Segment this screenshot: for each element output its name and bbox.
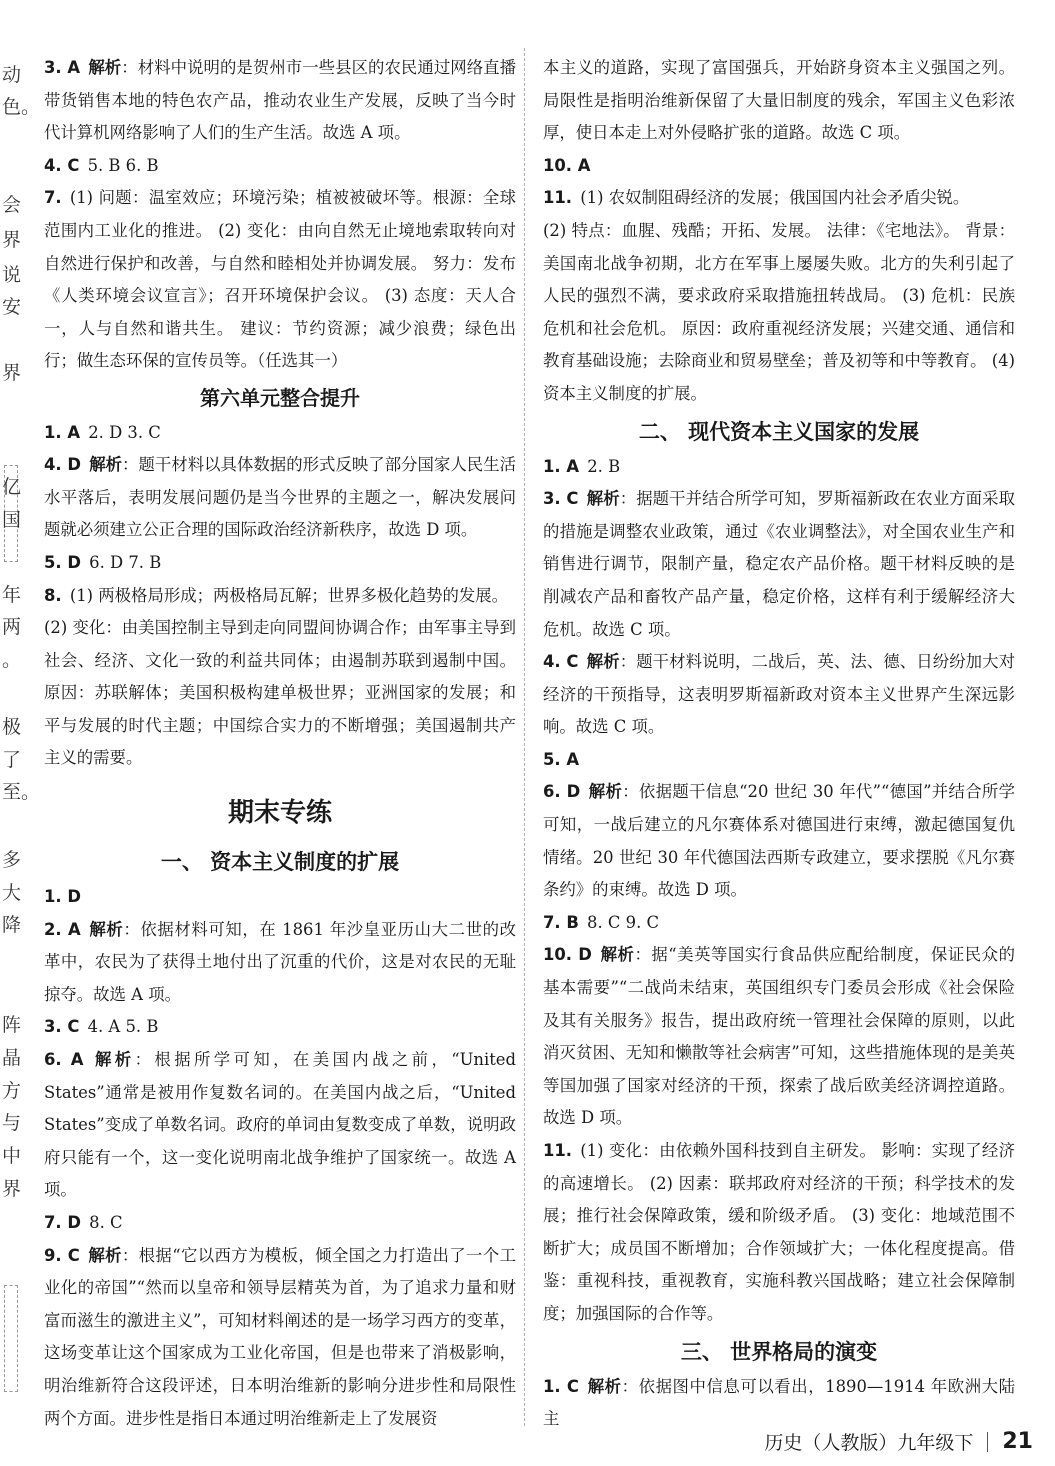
margin-char: 阵 [2, 1014, 22, 1036]
answer-item: 6. A 解析：根据所学可知，在美国内战之前，“United States”通常是被用作复数名词的。在美国内战之后，“United States”变成了单数名词。政府的单词由复数变成了单数，说明政府只能有一个，这一变化说明南北战争维护了国家统一。故选 A 项。 [44, 1050, 516, 1200]
answer-item [543, 907, 1015, 940]
margin-char: 了 [2, 749, 22, 771]
answer-item [44, 547, 516, 580]
answer-item: 4. C 解析：题干材料说明，二战后，英、法、德、日纷纷加大对经济的干预指导，这表明罗斯福新政对资本主义世界产生深远影响。故选 C 项。 [543, 652, 1016, 737]
answer-text: 根据“它以西方为模板，倾全国之力打造出了一个工业化的帝国”“然而以皇帝和领导层精英为首，为了追求力量和财富而滋生的激进主义”，可知材料阐述的是一场学习西方的变革，这场变革让这个国家成为工业化帝国，但是也带来了消极影响，明治维新符合这段评述，日本明治维新的影响分进步性和局限性两个方面。进步性是指日本通过明治维新走上了发展资 [44, 1245, 516, 1428]
answer-number: 1. A [44, 422, 81, 442]
analysis-label: 解析 [91, 1050, 135, 1070]
answer-text: 8. C 9. C [587, 912, 660, 932]
margin-char: 与 [2, 1112, 22, 1134]
margin-char: 中 [2, 1145, 22, 1167]
answer-item [44, 1207, 516, 1240]
margin-char: 界 [2, 1178, 22, 1200]
answer-text: 本主义的道路，实现了富国强兵，开始跻身资本主义强国之列。局限性是指明治维新保留了大量旧制度的残余，军国主义色彩浓厚，使日本走上对外侵略扩张的道路。故选 C 项。 [543, 58, 1015, 143]
answer-number: 7. [44, 188, 62, 208]
answer-text: 根据所学可知，在美国内战之前，“United States”通常是被用作复数名词的。在美国内战之后，“United States”变成了单数名词。政府的单词由复数变成了单数，说明政府只能有一个，这一变化说明南北战争维护了国家统一。故选 A 项。 [44, 1050, 516, 1200]
answer-number: 2. A [44, 919, 81, 939]
analysis-label: 解析 [89, 455, 123, 475]
analysis-label: 解析 [87, 1245, 122, 1265]
section-heading: 二、 现代资本主义国家的发展 [638, 419, 920, 444]
answer-number: 1. D [44, 887, 81, 907]
left-column [44, 52, 516, 1435]
answer-item [543, 744, 1015, 777]
answer-text: 依据材料可知，在 1861 年沙皇亚历山大二世的改革中，农民为了获得土地付出了沉重的代价，这是对农民的无耻掠夺。故选 A 项。 [44, 919, 517, 1004]
footer-separator [987, 1432, 988, 1452]
answer-item [44, 150, 516, 183]
answer-number: 11. [543, 188, 573, 208]
answer-item: 10. D 解析：据“美英等国实行食品供应配给制度，保证民众的基本需要”“二战尚未结束，英国组织专门委员会形成《社会保险及其有关服务》报告，提出政府统一管理社会保障的原则，以此消灭贫困、无知和懒散等社会病害”可知，这些措施体现的是美英等国加强了国家对经济的干预，探索了战后欧美经济调控道路。故选 D 项。 [543, 945, 1015, 1128]
column-divider [524, 48, 525, 1426]
answer-number: 4. C [44, 155, 80, 175]
answer-item [44, 417, 516, 450]
analysis-label: 解析 [586, 489, 620, 509]
answer-item: 1. C 解析：依据图中信息可以看出，1890—1914 年欧洲大陆主 [543, 1376, 1016, 1429]
answer-text: (1) 两极格局形成；两极格局瓦解；世界多极化趋势的发展。 [69, 585, 509, 605]
margin-char: 说 [2, 264, 22, 286]
margin-char: 亿 [2, 476, 22, 498]
margin-char: 多 [2, 849, 22, 871]
answer-number: 5. D [44, 552, 81, 572]
answer-item [44, 881, 516, 914]
right-column [543, 52, 1015, 1436]
answer-text: 题干材料以具体数据的形式反映了部分国家人民生活水平落后，表明发展问题仍是当今世界的主题之一，解决发展问题就必须建立公正合理的国际政治经济新秩序，故选 D 项。 [44, 455, 516, 540]
answer-number: 9. C [44, 1245, 80, 1265]
answer-item: 4. D 解析：题干材料以具体数据的形式反映了部分国家人民生活水平落后，表明发展问题仍是当今世界的主题之一，解决发展问题就必须建立公正合理的国际政治经济新秩序，故选 D 项。 [44, 455, 516, 540]
answer-number: 10. D [543, 945, 592, 965]
answer-item [44, 1011, 516, 1044]
margin-char: 动 [2, 64, 22, 86]
answer-number: 1. C [543, 1376, 579, 1396]
page-number: 21 [1002, 1429, 1033, 1454]
margin-char: 界 [2, 229, 22, 251]
answer-number: 4. D [44, 455, 81, 475]
analysis-label: 解析 [588, 782, 623, 802]
margin-char: 大 [2, 882, 22, 904]
margin-char: 降 [2, 914, 22, 936]
margin-char: 国 [2, 509, 22, 531]
answer-item: 9. C 解析：根据“它以西方为模板，倾全国之力打造出了一个工业化的帝国”“然而以皇帝和领导层精英为首，为了追求力量和财富而滋生的激进主义”，可知材料阐述的是一场学习西方的变革，这场变革让这个国家成为工业化帝国，但是也带来了消极影响，明治维新符合这段评述，日本明治维新的影响分进步性和局限性两个方面。进步性是指日本通过明治维新走上了发展资 [44, 1245, 516, 1428]
answer-number: 4. C [543, 652, 579, 672]
section-heading: 一、 资本主义制度的扩展 [160, 850, 400, 875]
answer-number: 7. D [44, 1213, 81, 1232]
answer-text: (1) 问题：温室效应；环境污染；植被被破坏等。根源：全球范围内工业化的推进。 (2) 变化：由向自然无止境地索取转向对自然进行保护和改善，与自然和睦相处并协调发展。 努力：发布《人类环境会议宣言》；召开环境保护会议。 (3) 态度：天人合一，人与自然和谐共生。 建议：节约资源；减少浪费；绿色出行；做生态环保的宣传员等。（任选其一） [44, 188, 516, 371]
answer-text: 据题干并结合所学可知，罗斯福新政在农业方面采取的措施是调整农业政策，通过《农业调整法》，对全国农业生产和销售进行调节，限制产量，稳定农产品价格。题干材料反映的是削减农产品和畜牧产品产量，稳定价格，这样有利于缓解经济大危机。故选 C 项。 [543, 489, 1016, 639]
answer-number: 10. A [543, 155, 591, 175]
answer-text: 题干材料说明，二战后，英、法、德、日纷纷加大对经济的干预指导，这表明罗斯福新政对资本主义世界产生深远影响。故选 C 项。 [543, 652, 1016, 737]
answer-item [44, 182, 516, 378]
answer-number: 5. A [543, 749, 580, 769]
chapter-title: 期末专练 [227, 798, 332, 829]
analysis-label: 解析 [587, 1376, 622, 1396]
margin-char: 年 [2, 584, 22, 606]
answer-item: 6. D 解析：依据题干信息“20 世纪 30 年代”“德国”并结合所学可知，一战后建立的凡尔赛体系对德国进行束缚，激起德国复仇情绪。20 世纪 30 年代德国法西斯专政建立，要求摆脱《凡尔赛条约》的束缚。故选 D 项。 [543, 782, 1016, 900]
answer-text: 2. B [587, 456, 621, 476]
margin-char: 两 [2, 616, 22, 638]
analysis-label: 解析 [586, 652, 620, 672]
margin-char: 晶 [2, 1047, 22, 1069]
analysis-label: 解析 [88, 58, 122, 77]
margin-char: 色。 [2, 96, 41, 118]
answer-text: 据“美英等国实行食品供应配给制度，保证民众的基本需要”“二战尚未结束，英国组织专门委员会形成《社会保险及其有关服务》报告，提出政府统一管理社会保障的原则，以此消灭贫困、无知和懒散等社会病害”可知，这些措施体现的是美英等国加强了国家对经济的干预，探索了战后欧美经济调控道路。故选 D 项。 [543, 945, 1015, 1128]
margin-char: 。 [2, 649, 22, 671]
answer-number: 7. B [543, 912, 579, 932]
answer-item [543, 451, 1015, 484]
answer-text: (1) 变化：由依赖外国科技到自主研发。 影响：实现了经济的高速增长。 (2) 因素：联邦政府对经济的干预；科学技术的发展；推行社会保障政策，缓和阶级矛盾。 (3) 变化：地域范围不断扩大；成员国不断增加；合作领域扩大；一体化程度提高。借鉴：重视科技，重视教育，实施科教兴国战略；建立社会保障制度；加强国际的合作等。 [543, 1141, 1015, 1323]
answer-number: 11. [543, 1141, 573, 1160]
answer-item [44, 580, 516, 613]
answer-item [543, 52, 1015, 150]
answer-item [44, 612, 516, 775]
left-margin-strip [0, 0, 41, 1420]
answer-text: 8. C [89, 1213, 123, 1232]
margin-char: 方 [2, 1080, 22, 1102]
margin-char: 安 [2, 296, 22, 318]
answer-text: 5. B 6. B [87, 155, 159, 175]
answer-item: 2. A 解析：依据材料可知，在 1861 年沙皇亚历山大二世的改革中，农民为了获得土地付出了沉重的代价，这是对农民的无耻掠夺。故选 A 项。 [44, 919, 517, 1004]
answer-item: 3. C 解析：据题干并结合所学可知，罗斯福新政在农业方面采取的措施是调整农业政策，通过《农业调整法》，对全国农业生产和销售进行调节，限制产量，稳定农产品价格。题干材料反映的是削减农产品和畜牧产品产量，稳定价格，这样有利于缓解经济大危机。故选 C 项。 [543, 489, 1016, 639]
answer-item: 3. A 解析：材料中说明的是贺州市一些县区的农民通过网络直播带货销售本地的特色农产品，推动农业生产发展，反映了当今时代计算机网络影响了人们的生产生活。故选 A 项。 [44, 58, 517, 143]
margin-char: 会 [2, 194, 22, 216]
analysis-label: 解析 [600, 945, 635, 965]
answer-item [543, 215, 1015, 411]
answer-text: 4. A 5. B [87, 1017, 159, 1037]
answer-number: 6. A [44, 1050, 84, 1070]
answer-item [543, 182, 1015, 215]
section-heading: 第六单元整合提升 [200, 385, 360, 410]
analysis-label: 解析 [88, 919, 124, 939]
answer-text: 2. D 3. C [88, 422, 161, 442]
answer-number: 8. [44, 585, 62, 605]
answer-number: 3. C [44, 1017, 80, 1037]
margin-dashed-box [4, 1285, 18, 1392]
answer-text: (2) 特点：血腥、残酷；开拓、发展。 法律：《宅地法》。 背景：美国南北战争初期，北方在军事上屡屡失败。北方的失利引起了人民的强烈不满，要求政府采取措施扭转战局。 (3) 危机：民族危机和社会危机。 原因：政府重视经济发展；兴建交通、通信和教育基础设施；去除商业和贸易壁垒；普及初等和中等教育。 (4) 资本主义制度的扩展。 [543, 220, 1015, 403]
answer-text: 6. D 7. B [89, 552, 162, 572]
answer-item [543, 150, 1015, 183]
footer-subject: 历史（人教版）九年级下 [764, 1432, 974, 1454]
answer-text: 依据图中信息可以看出，1890—1914 年欧洲大陆主 [543, 1376, 1016, 1429]
answer-text: (2) 变化：由美国控制主导到走向同盟间协调合作；由军事主导到社会、经济、文化一致的利益共同体；由遏制苏联到遏制中国。 原因：苏联解体；美国积极构建单极世界；亚洲国家的发展；和平与发展的时代主题；中国综合实力的不断增强；美国遏制共产主义的需要。 [44, 618, 516, 768]
answer-text: 依据题干信息“20 世纪 30 年代”“德国”并结合所学可知，一战后建立的凡尔赛体系对德国进行束缚，激起德国复仇情绪。20 世纪 30 年代德国法西斯专政建立，要求摆脱《凡尔赛条约》的束缚。故选 D 项。 [543, 782, 1016, 900]
page-footer [764, 1428, 1033, 1455]
answer-number: 3. A [44, 58, 81, 77]
answer-number: 6. D [543, 782, 581, 802]
answer-text: 材料中说明的是贺州市一些县区的农民通过网络直播带货销售本地的特色农产品，推动农业生产发展，反映了当今时代计算机网络影响了人们的生产生活。故选 A 项。 [44, 58, 517, 143]
margin-char: 极 [2, 716, 22, 738]
answer-number: 3. C [543, 489, 579, 509]
answer-item [543, 1135, 1015, 1331]
margin-char: 界 [2, 362, 22, 384]
answer-text: (1) 农奴制阻碍经济的发展；俄国国内社会矛盾尖锐。 [580, 188, 970, 208]
section-heading: 三、 世界格局的演变 [680, 1339, 878, 1364]
margin-char: 至。 [2, 781, 41, 803]
answer-number: 1. A [543, 456, 580, 476]
